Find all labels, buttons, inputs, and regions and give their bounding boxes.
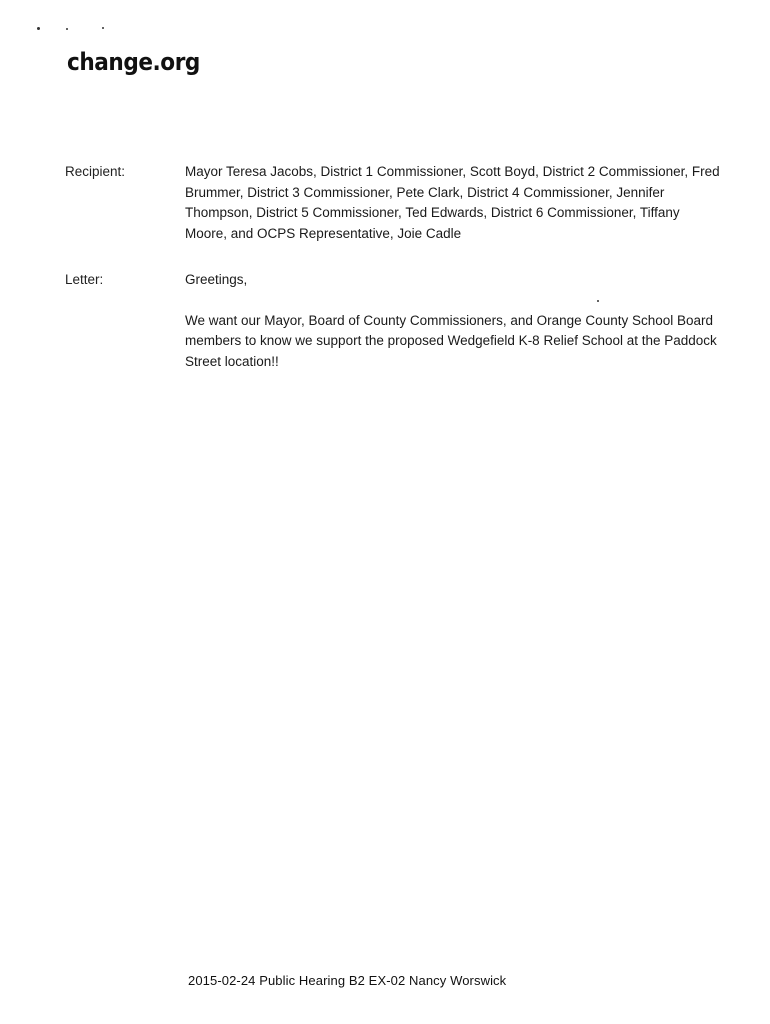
footer-stamp: 2015-02-24 Public Hearing B2 EX-02 Nancy Worswick bbox=[188, 973, 507, 988]
scan-speck bbox=[102, 27, 104, 29]
recipient-list: Mayor Teresa Jacobs, District 1 Commissioner, Scott Boyd, District 2 Commissioner, Fred Brummer, District 3 Commissioner, Pete Clark, District 4 Commissioner, Jennifer Thompson, District 5 Commissioner, Ted Edwards, District 6 Commissioner, Tiffany Moore, and OCPS Representative, Joie Cadle bbox=[185, 164, 720, 241]
recipient-label: Recipient: bbox=[65, 164, 126, 179]
scan-speck bbox=[66, 28, 68, 30]
recipient-text bbox=[185, 162, 725, 244]
letter-text bbox=[185, 270, 725, 372]
letter-body: We want our Mayor, Board of County Commissioners, and Orange County School Board members to know we support the proposed Wedgefield K-8 Relief School at the Paddock Street location!! bbox=[185, 312, 717, 369]
letter-greeting: Greetings, bbox=[185, 272, 248, 287]
change-org-logo: change.org bbox=[67, 48, 200, 76]
scan-speck bbox=[37, 27, 40, 30]
letter-label: Letter: bbox=[65, 272, 104, 287]
